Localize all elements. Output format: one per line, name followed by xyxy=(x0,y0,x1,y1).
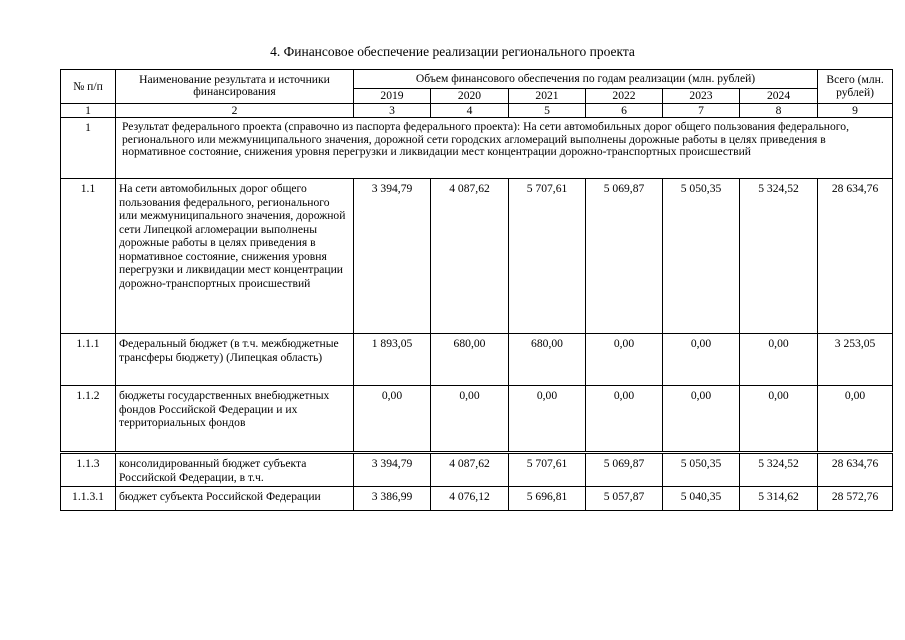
year-value: 5 050,35 xyxy=(663,179,740,334)
year-value: 1 893,05 xyxy=(354,334,431,386)
header-no: № п/п xyxy=(61,70,116,104)
table-row xyxy=(61,334,893,386)
year-value: 0,00 xyxy=(663,386,740,453)
row-name: консолидированный бюджет субъекта Российской Федерации, в т.ч. xyxy=(116,453,354,487)
year-value: 5 324,52 xyxy=(740,453,818,487)
year-value: 5 707,61 xyxy=(509,453,586,487)
header-year: 2019 xyxy=(354,89,431,104)
column-number: 8 xyxy=(740,103,818,118)
year-value: 5 069,87 xyxy=(586,453,663,487)
year-value: 0,00 xyxy=(509,386,586,453)
year-value: 0,00 xyxy=(663,334,740,386)
section-row xyxy=(61,118,893,179)
row-total: 0,00 xyxy=(818,386,893,453)
column-number: 5 xyxy=(509,103,586,118)
header-year: 2024 xyxy=(740,89,818,104)
section-no: 1 xyxy=(61,118,116,179)
header-total: Всего (млн. рублей) xyxy=(818,70,893,104)
row-total: 3 253,05 xyxy=(818,334,893,386)
column-number: 2 xyxy=(116,103,354,118)
table-row xyxy=(61,386,893,453)
year-value: 0,00 xyxy=(431,386,509,453)
row-number: 1.1.3 xyxy=(61,453,116,487)
column-number: 3 xyxy=(354,103,431,118)
year-value: 5 696,81 xyxy=(509,487,586,511)
header-volume: Объем финансового обеспечения по годам реализации (млн. рублей) xyxy=(354,70,818,89)
row-number: 1.1.2 xyxy=(61,386,116,453)
row-name: бюджеты государственных внебюджетных фондов Российской Федерации и их территориальных фондов xyxy=(116,386,354,453)
year-value: 5 040,35 xyxy=(663,487,740,511)
year-value: 5 707,61 xyxy=(509,179,586,334)
row-total: 28 634,76 xyxy=(818,453,893,487)
year-value: 0,00 xyxy=(586,334,663,386)
year-value: 4 087,62 xyxy=(431,453,509,487)
year-value: 0,00 xyxy=(740,334,818,386)
year-value: 0,00 xyxy=(586,386,663,453)
row-total: 28 572,76 xyxy=(818,487,893,511)
section-text: Результат федерального проекта (справочно из паспорта федерального проекта): На сети автомобильных дорог общего пользования федерального, регионального или межмуниципального значения, дорожной сети городских агломераций выполнены дорожные работы в целях приведения в нормативное состояние, снижения уровня перегрузки и ликвидации мест концентрации дорожно-транспортных происшествий xyxy=(116,118,893,179)
column-number: 4 xyxy=(431,103,509,118)
table-row xyxy=(61,179,893,334)
year-value: 0,00 xyxy=(354,386,431,453)
header-year: 2020 xyxy=(431,89,509,104)
row-number: 1.1.3.1 xyxy=(61,487,116,511)
year-value: 3 394,79 xyxy=(354,453,431,487)
year-value: 3 394,79 xyxy=(354,179,431,334)
year-value: 5 057,87 xyxy=(586,487,663,511)
row-number: 1.1.1 xyxy=(61,334,116,386)
year-value: 4 087,62 xyxy=(431,179,509,334)
year-value: 4 076,12 xyxy=(431,487,509,511)
year-value: 5 314,62 xyxy=(740,487,818,511)
header-year: 2021 xyxy=(509,89,586,104)
column-number: 9 xyxy=(818,103,893,118)
header-name: Наименование результата и источники финансирования xyxy=(116,70,354,104)
year-value: 680,00 xyxy=(509,334,586,386)
year-value: 0,00 xyxy=(740,386,818,453)
column-number: 1 xyxy=(61,103,116,118)
header-year: 2023 xyxy=(663,89,740,104)
row-total: 28 634,76 xyxy=(818,179,893,334)
row-name: На сети автомобильных дорог общего пользования федерального, регионального или межмуниципального значения, дорожной сети Липецкой агломерации выполнены дорожные работы в целях приведения в нормативное состояние, снижения уровня перегрузки и ликвидации мест концентрации дорожно-транспортных происшествий xyxy=(116,179,354,334)
table-row xyxy=(61,453,893,487)
row-name: Федеральный бюджет (в т.ч. межбюджетные трансферы бюджету) (Липецкая область) xyxy=(116,334,354,386)
column-number: 7 xyxy=(663,103,740,118)
column-number: 6 xyxy=(586,103,663,118)
year-value: 680,00 xyxy=(431,334,509,386)
header-year: 2022 xyxy=(586,89,663,104)
row-number: 1.1 xyxy=(61,179,116,334)
row-name: бюджет субъекта Российской Федерации xyxy=(116,487,354,511)
year-value: 5 050,35 xyxy=(663,453,740,487)
table-row xyxy=(61,487,893,511)
year-value: 3 386,99 xyxy=(354,487,431,511)
year-value: 5 324,52 xyxy=(740,179,818,334)
page-title: 4. Финансовое обеспечение реализации регионального проекта xyxy=(270,44,635,59)
finance-table xyxy=(60,69,893,511)
year-value: 5 069,87 xyxy=(586,179,663,334)
